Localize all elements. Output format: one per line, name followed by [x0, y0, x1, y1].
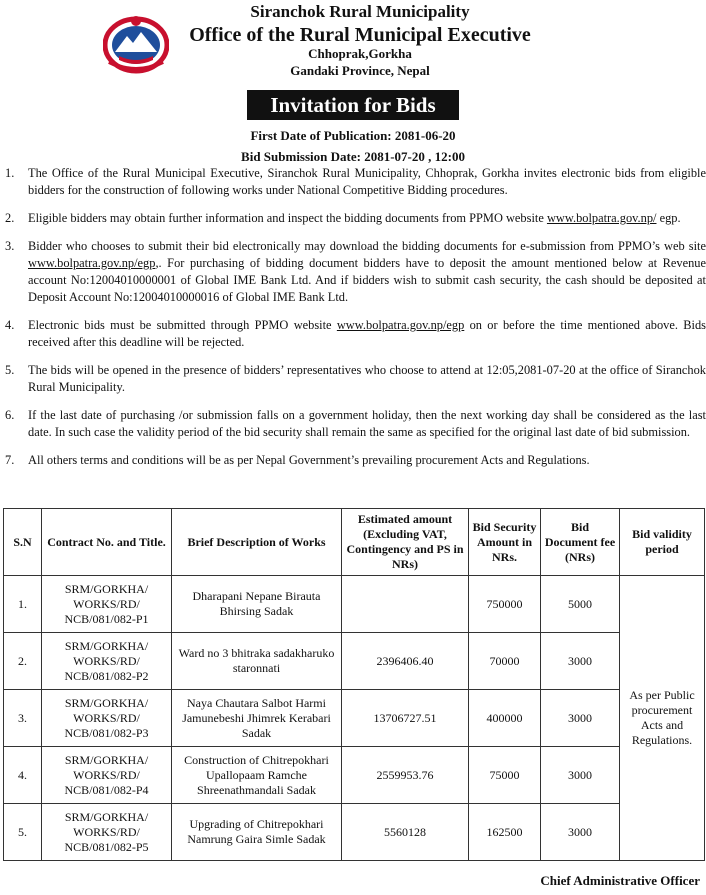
item-text: ,. For purchasing of bidding document bidders have to deposit the amount mentioned below at Revenue account No:12004010000001 of Global IME Bank Ltd. And if bidders wish to submit cash security, the cash should be deposited at Deposit Account No:12004010000016 of Global IME Bank Ltd. — [28, 256, 706, 304]
terms-list — [0, 165, 706, 480]
cell-estimate: 2559953.76 — [342, 747, 469, 804]
list-item — [0, 362, 706, 396]
item-number: 1. — [5, 166, 15, 180]
publication-date: First Date of Publication: 2081-06-20 — [250, 128, 456, 143]
ppmo-link[interactable]: www.bolpatra.gov.np/ — [546, 211, 657, 225]
cell-contract: SRM/GORKHA/ WORKS/RD/ NCB/081/082-P2 — [42, 633, 172, 690]
cell-validity: As per Public procurement Acts and Regulations. — [620, 576, 705, 861]
cell-security: 400000 — [469, 690, 541, 747]
submission-date: Bid Submission Date: 2081-07-20 , 12:00 — [241, 149, 465, 164]
item-text: Eligible bidders may obtain further information and inspect the bidding documents from PPMO website — [28, 211, 547, 225]
cell-fee: 3000 — [541, 690, 620, 747]
header-fee: Bid Document fee (NRs) — [541, 509, 620, 576]
cell-estimate — [342, 576, 469, 633]
cell-estimate: 5560128 — [342, 804, 469, 861]
letterhead — [0, 0, 706, 84]
item-text: The bids will be opened in the presence of bidders’ representatives who choose to attend at 12:05,2081-07-20 at the office of Siranchok Rural Municipality. — [28, 363, 706, 394]
cell-contract: SRM/GORKHA/ WORKS/RD/ NCB/081/082-P5 — [42, 804, 172, 861]
cell-sn: 4. — [4, 747, 42, 804]
item-text: All others terms and conditions will be as per Nepal Government’s prevailing procurement Acts and Regulations. — [28, 453, 590, 467]
office-location: Chhoprak,Gorkha — [308, 46, 412, 61]
municipality-name: Siranchok Rural Municipality — [250, 2, 470, 21]
header-estimate: Estimated amount (Excluding VAT, Contingency and PS in NRs) — [342, 509, 469, 576]
item-text: on or before the time mentioned above. Bids received after this deadline will be rejected. — [28, 318, 706, 349]
header-sn: S.N — [4, 509, 42, 576]
table-header-row — [4, 509, 705, 576]
notice-title: Invitation for Bids — [247, 90, 459, 120]
cell-description: Ward no 3 bhitraka sadakharuko staronnati — [172, 633, 342, 690]
cell-description: Dharapani Nepane Birauta Bhirsing Sadak — [172, 576, 342, 633]
cell-contract: SRM/GORKHA/ WORKS/RD/ NCB/081/082-P4 — [42, 747, 172, 804]
cell-estimate: 2396406.40 — [342, 633, 469, 690]
cell-description: Upgrading of Chitrepokhari Namrung Gaira Simle Sadak — [172, 804, 342, 861]
bids-table — [3, 508, 705, 861]
province: Gandaki Province, Nepal — [290, 63, 430, 78]
cell-description: Naya Chautara Salbot Harmi Jamunebeshi Jhimrek Kerabari Sadak — [172, 690, 342, 747]
cell-estimate: 13706727.51 — [342, 690, 469, 747]
table-row — [4, 633, 705, 690]
item-text: Electronic bids must be submitted through PPMO website — [28, 318, 337, 332]
cell-fee: 3000 — [541, 747, 620, 804]
item-text: If the last date of purchasing /or submission falls on a government holiday, then the next working day shall be considered as the last date. In such case the validity period of the bid security shall remain the same as specified for the original last date of bid submission. — [28, 408, 706, 439]
cell-security: 162500 — [469, 804, 541, 861]
cell-security: 750000 — [469, 576, 541, 633]
item-text: The Office of the Rural Municipal Executive, Siranchok Rural Municipality, Chhoprak, Gorkha invites electronic bids from eligible bidders for the construction of following works under National Competitive Bidding procedures. — [28, 166, 706, 197]
cell-fee: 3000 — [541, 633, 620, 690]
ppmo-link[interactable]: www.bolpatra.gov.np/egp — [336, 318, 465, 332]
ppmo-link[interactable]: www.bolpatra.gov.np/egp — [28, 256, 156, 270]
item-text: egp. — [656, 211, 681, 225]
list-item — [0, 317, 706, 351]
item-number: 6. — [5, 408, 15, 422]
item-number: 2. — [5, 211, 15, 225]
item-number: 3. — [5, 239, 15, 253]
item-number: 5. — [5, 363, 15, 377]
table-row — [4, 576, 705, 633]
cell-security: 70000 — [469, 633, 541, 690]
cell-fee: 5000 — [541, 576, 620, 633]
item-number: 7. — [5, 453, 15, 467]
signatory: Chief Administrative Officer — [540, 873, 700, 888]
item-text: Bidder who chooses to submit their bid electronically may download the bidding documents for e-submission from PPMO’s web site — [28, 239, 706, 253]
cell-sn: 2. — [4, 633, 42, 690]
list-item — [0, 238, 706, 306]
table-row — [4, 747, 705, 804]
header-contract: Contract No. and Title. — [42, 509, 172, 576]
table-row — [4, 804, 705, 861]
cell-security: 75000 — [469, 747, 541, 804]
list-item — [0, 452, 706, 469]
cell-contract: SRM/GORKHA/ WORKS/RD/ NCB/081/082-P1 — [42, 576, 172, 633]
table-row — [4, 690, 705, 747]
item-number: 4. — [5, 318, 15, 332]
list-item — [0, 407, 706, 441]
cell-sn: 1. — [4, 576, 42, 633]
cell-contract: SRM/GORKHA/ WORKS/RD/ NCB/081/082-P3 — [42, 690, 172, 747]
header-description: Brief Description of Works — [172, 509, 342, 576]
cell-sn: 3. — [4, 690, 42, 747]
header-security: Bid Security Amount in NRs. — [469, 509, 541, 576]
list-item — [0, 210, 706, 227]
header-validity: Bid validity period — [620, 509, 705, 576]
cell-fee: 3000 — [541, 804, 620, 861]
cell-sn: 5. — [4, 804, 42, 861]
list-item — [0, 165, 706, 199]
office-name: Office of the Rural Municipal Executive — [189, 24, 531, 46]
cell-description: Construction of Chitrepokhari Upallopaam Ramche Shreenathmandali Sadak — [172, 747, 342, 804]
